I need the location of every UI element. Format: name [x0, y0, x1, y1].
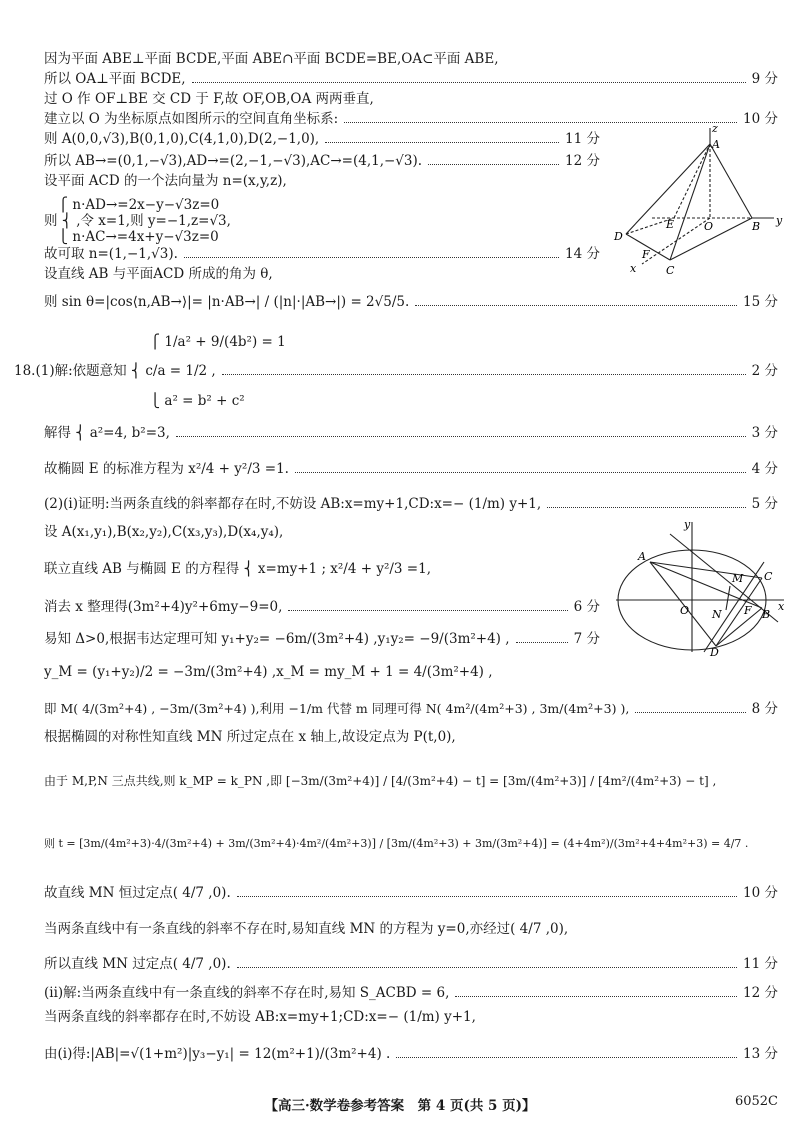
leader-dots	[396, 1056, 737, 1058]
line-text: 18.(1)解:依题意知 ⎨ c/a = 1/2 ,	[14, 363, 216, 379]
label-a: A	[712, 138, 720, 151]
line-9	[44, 245, 600, 263]
score: 12 分	[743, 985, 778, 1001]
edge-ae	[674, 144, 710, 218]
line-22	[44, 728, 778, 746]
line-1	[44, 50, 778, 68]
leader-dots	[192, 81, 746, 83]
label-f: F	[744, 604, 752, 617]
leader-dots	[325, 141, 559, 143]
line-13	[44, 424, 778, 442]
label-c: C	[666, 264, 675, 277]
line-6	[44, 152, 600, 170]
line-3	[44, 90, 778, 108]
edge-ab	[710, 144, 752, 218]
line-text: (2)(i)证明:当两条直线的斜率都存在时,不妨设 AB:x=my+1,CD:x=− (1/m) y+1,	[44, 496, 542, 512]
line-text: 故椭圆 E 的标准方程为 x²/4 + y²/3 =1.	[44, 461, 289, 477]
label-b: B	[752, 220, 761, 233]
leader-dots	[516, 641, 568, 643]
line-text: 由(i)得:|AB|=√(1+m²)|y₃−y₁| = 12(m²+1)/(3m²+4) .	[44, 1046, 391, 1062]
segment-mn	[726, 586, 730, 610]
line-21	[44, 700, 778, 718]
line-text: ⎩ n·AC→=4x+y−√3z=0	[58, 229, 219, 245]
leader-dots	[222, 373, 746, 375]
line-text: 设直线 AB 与平面ACD 所成的角为 θ,	[44, 266, 273, 282]
score: 7 分	[573, 631, 600, 647]
line-text: 则 ⎨ ,令 x=1,则 y=−1,z=√3,	[44, 213, 231, 229]
label-f: F	[642, 248, 650, 261]
line-text: 根据椭圆的对称性知直线 MN 所过定点在 x 轴上,故设定点为 P(t,0),	[44, 729, 456, 745]
leader-dots	[237, 895, 737, 897]
line-text: 设平面 ACD 的一个法向量为 n=(x,y,z),	[44, 173, 287, 189]
line-text: 消去 x 整理得(3m²+4)y²+6my−9=0,	[44, 599, 283, 615]
line-text: ⎧ 1/a² + 9/(4b²) = 1	[150, 334, 286, 350]
line-text: 过 O 作 OF⊥BE 交 CD 于 F,故 OF,OB,OA 两两垂直,	[44, 91, 374, 107]
line-29	[44, 1008, 778, 1026]
line-text: 则 sin θ=|cos⟨n,AB→⟩|= |n·AB→| / (|n|·|AB→|) = 2√5/5.	[44, 294, 410, 310]
leader-dots	[184, 256, 559, 258]
line-text: 由于 M,P,N 三点共线,则 k_MP = k_PN ,即 [−3m/(3m²+4)] / [4/(3m²+4) − t] = [3m/(4m²+3)] / [4m²/(4m²+3) − t] ,	[44, 774, 717, 788]
score: 8 分	[751, 701, 778, 717]
line-30	[44, 1045, 778, 1063]
score: 9 分	[751, 71, 778, 87]
label-m: M	[732, 572, 744, 585]
label-y: y	[776, 214, 783, 227]
line-24	[44, 835, 778, 853]
line-23	[44, 772, 778, 790]
score: 2 分	[751, 363, 778, 379]
line-text: 建立以 O 为坐标原点如图所示的空间直角坐标系:	[44, 111, 339, 127]
leader-dots	[295, 471, 746, 473]
line-18	[44, 598, 600, 616]
label-o: O	[704, 220, 714, 233]
label-x: x	[778, 600, 785, 613]
leader-dots	[415, 304, 737, 306]
leader-dots	[547, 506, 745, 508]
line-26	[44, 920, 778, 938]
label-y: y	[684, 518, 691, 531]
line-28	[44, 984, 778, 1002]
label-n: N	[712, 608, 722, 621]
line-text: 故可取 n=(1,−1,√3).	[44, 246, 178, 262]
line-text: ⎧ n·AD→=2x−y−√3z=0	[58, 197, 220, 213]
line-20	[44, 663, 778, 681]
line-text: 所以直线 MN 过定点( 4/7 ,0).	[44, 956, 231, 972]
label-c: C	[764, 570, 773, 583]
line-text: 所以 AB→=(0,1,−√3),AD→=(2,−1,−√3),AC→=(4,1,−√3).	[44, 153, 423, 169]
label-d: D	[614, 230, 623, 243]
line-11	[44, 293, 778, 311]
pyramid-figure	[612, 122, 788, 280]
line-text: 易知 Δ>0,根据韦达定理可知 y₁+y₂= −6m/(3m²+4) ,y₁y₂= −9/(3m²+4) ,	[44, 631, 510, 647]
line-text: 所以 OA⊥平面 BCDE,	[44, 71, 186, 87]
label-a: A	[638, 550, 646, 563]
line-text: 因为平面 ABE⊥平面 BCDE,平面 ABE∩平面 BCDE=BE,OA⊂平面 ABE,	[44, 51, 499, 67]
line-text: 当两条直线的斜率都存在时,不妨设 AB:x=my+1;CD:x=− (1/m) y+1,	[44, 1009, 476, 1025]
page-footer: 【高三·数学卷参考答案 第 4 页(共 5 页)】	[264, 1098, 536, 1114]
score: 15 分	[743, 294, 778, 310]
line-15	[44, 495, 778, 513]
line-text: 联立直线 AB 与椭圆 E 的方程得 ⎨ x=my+1 ; x²/4 + y²/3 =1,	[44, 561, 431, 577]
label-o: O	[680, 604, 690, 617]
line-12b	[150, 392, 778, 410]
label-z: z	[712, 122, 718, 135]
score: 14 分	[565, 246, 600, 262]
line-text: ⎩ a² = b² + c²	[150, 393, 245, 409]
ellipse-figure	[612, 518, 788, 658]
score: 11 分	[565, 131, 600, 147]
chord-ab	[650, 562, 762, 608]
score: 6 分	[573, 599, 600, 615]
line-2	[44, 70, 778, 88]
line-text: 解得 ⎨ a²=4, b²=3,	[44, 425, 170, 441]
side-cd	[716, 578, 762, 646]
line-text: (ii)解:当两条直线中有一条直线的斜率不存在时,易知 S_ACBD = 6,	[44, 985, 450, 1001]
line-19	[44, 630, 600, 648]
score: 11 分	[743, 956, 778, 972]
score: 10 分	[743, 111, 778, 127]
leader-dots	[455, 995, 737, 997]
line-14	[44, 460, 778, 478]
line-5	[44, 130, 600, 148]
leader-dots	[176, 435, 746, 437]
score: 12 分	[565, 153, 600, 169]
line-12	[14, 362, 778, 380]
score: 5 分	[751, 496, 778, 512]
paper-code: 6052C	[734, 1094, 778, 1109]
leader-dots	[237, 966, 737, 968]
side-ac	[650, 562, 762, 578]
leader-dots	[428, 163, 559, 165]
label-b: B	[762, 608, 771, 621]
line-text: 则 t = [3m/(4m²+3)·4/(3m²+4) + 3m/(3m²+4)·4m²/(4m²+3)] / [3m/(4m²+3) + 3m/(3m²+4)] = (4+4m²)/(3m²+4+4m²+3) = 4/7 .	[44, 837, 749, 850]
score: 13 分	[743, 1046, 778, 1062]
line-text: 当两条直线中有一条直线的斜率不存在时,易知直线 MN 的方程为 y=0,亦经过( 4/7 ,0),	[44, 921, 569, 937]
line-text: y_M = (y₁+y₂)/2 = −3m/(3m²+4) ,x_M = my_M + 1 = 4/(3m²+4) ,	[44, 664, 493, 680]
label-d: D	[710, 646, 719, 658]
line-12a	[150, 333, 778, 351]
line-text: 则 A(0,0,√3),B(0,1,0),C(4,1,0),D(2,−1,0),	[44, 131, 320, 147]
leader-dots	[288, 609, 567, 611]
line-27	[44, 955, 778, 973]
line-25	[44, 884, 778, 902]
line-text: 设 A(x₁,y₁),B(x₂,y₂),C(x₃,y₃),D(x₄,y₄),	[44, 524, 284, 540]
leader-dots	[635, 711, 745, 713]
label-e: E	[666, 218, 675, 231]
score: 4 分	[751, 461, 778, 477]
line-text: 故直线 MN 恒过定点( 4/7 ,0).	[44, 885, 231, 901]
label-x: x	[630, 262, 637, 275]
score: 3 分	[751, 425, 778, 441]
score: 10 分	[743, 885, 778, 901]
line-text: 即 M( 4/(3m²+4) , −3m/(3m²+4) ),利用 −1/m 代替 m 同理可得 N( 4m²/(4m²+3) , 3m/(4m²+3) ),	[44, 701, 630, 716]
